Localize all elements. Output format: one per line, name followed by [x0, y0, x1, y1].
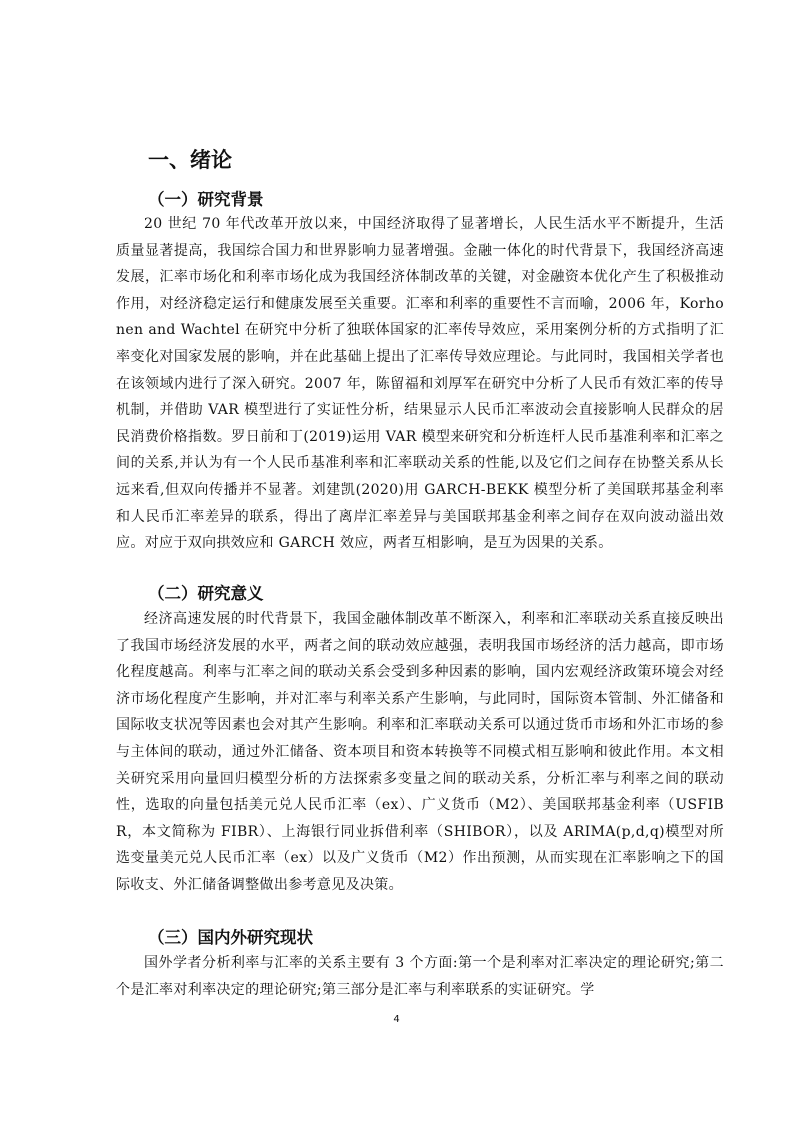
section-heading-literature: （三）国内外研究现状: [148, 928, 313, 947]
paragraph-background: 20 世纪 70 年代改革开放以来，中国经济取得了显著增长，人民生活水平不断提升，生活质量显著提高，我国综合国力和世界影响力显著增强。金融一体化的时代背景下，我国经济高速发展，汇率市场化和利率市场化成为我国经济体制改革的关键，对金融资本优化产生了积极推动作用，对经济稳定运行和健康发展至关重要。汇率和利率的重要性不言而喻，2006 年，Korhonen and Wachtel 在研究中分析了独联体国家的汇率传导效应，采用案例分析的方式指明了汇率变化对国家发展的影响，并在此基础上提出了汇率传导效应理论。与此同时，我国相关学者也在该领域内进行了深入研究。2007 年，陈留福和刘厚军在研究中分析了人民币有效汇率的传导机制，并借助 VAR 模型进行了实证性分析，结果显示人民币汇率波动会直接影响人民群众的居民消费价格指数。罗日前和丁(2019)运用 VAR 模型来研究和分析连杆人民币基准利率和汇率之间的关系,并认为有一个人民币基准利率和汇率联动关系的性能,以及它们之间存在协整关系从长远来看,但双向传播并不显著。刘建凯(2020)用 GARCH-BEKK 模型分析了美国联邦基金利率和人民币汇率差异的联系，得出了离岸汇率差异与美国联邦基金利率之间存在双向波动溢出效应。对应于双向拱效应和 GARCH 效应，两者互相影响，是互为因果的关系。: [116, 216, 724, 552]
paragraph-literature: 国外学者分析利率与汇率的关系主要有 3 个方面:第一个是利率对汇率决定的理论研究;第二个是汇率对利率决定的理论研究;第三部分是汇率与利率联系的实证研究。学: [116, 955, 724, 998]
chapter-heading: 一、绪论: [148, 148, 232, 172]
page-number: 4: [393, 1014, 400, 1025]
section-heading-background: （一）研究背景: [148, 190, 264, 209]
section-heading-significance: （二）研究意义: [148, 584, 264, 603]
paragraph-significance: 经济高速发展的时代背景下，我国金融体制改革不断深入，利率和汇率联动关系直接反映出了我国市场经济发展的水平，两者之间的联动效应越强，表明我国市场经济的活力越高，即市场化程度越高。利率与汇率之间的联动关系会受到多种因素的影响，国内宏观经济政策环境会对经济市场化程度产生影响，并对汇率与利率关系产生影响，与此同时，国际资本管制、外汇储备和国际收支状况等因素也会对其产生影响。利率和汇率联动关系可以通过货币市场和外汇市场的参与主体间的联动，通过外汇储备、资本项目和资本转换等不同模式相互影响和彼此作用。本文相关研究采用向量回归模型分析的方法探索多变量之间的联动关系，分析汇率与利率之间的联动性，选取的向量包括美元兑人民币汇率（ex）、广义货币（M2）、美国联邦基金利率（USFIBR，本文简称为 FIBR）、上海银行同业拆借利率（SHIBOR），以及 ARIMA(p,d,q)模型对所选变量美元兑人民币汇率（ex）以及广义货币（M2）作出预测，从而实现在汇率影响之下的国际收支、外汇储备调整做出参考意见及决策。: [116, 611, 724, 893]
